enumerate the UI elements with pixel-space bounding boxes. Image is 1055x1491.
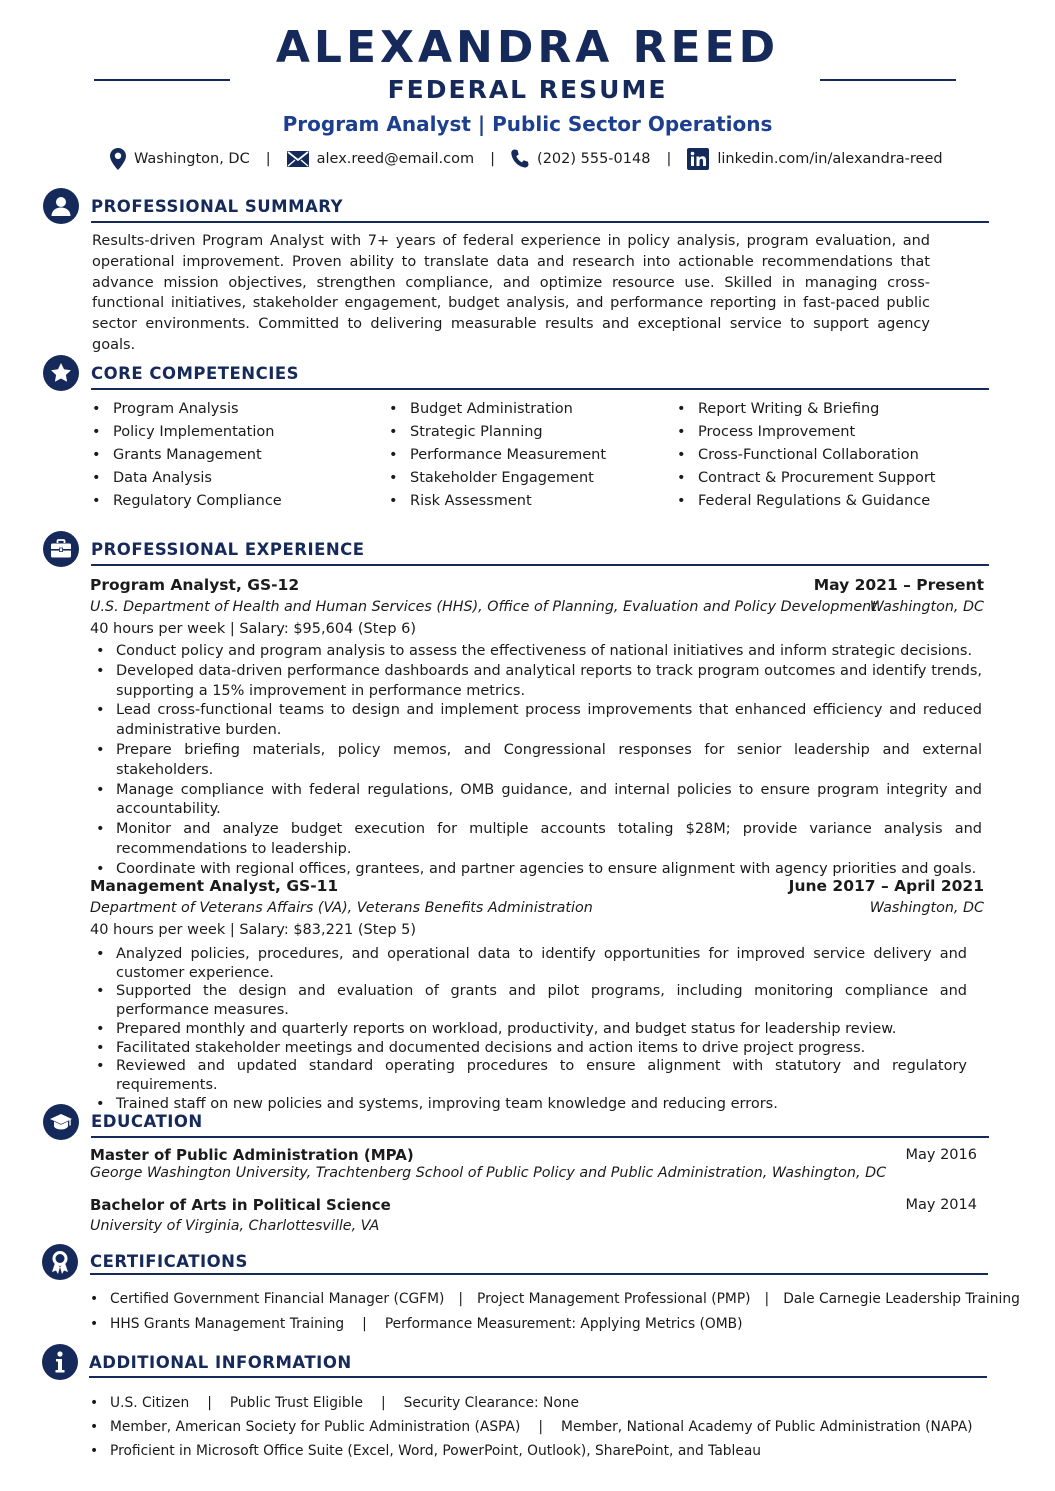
star-icon	[43, 355, 79, 391]
certification-item: Certified Government Financial Manager (CGFM)	[110, 1291, 445, 1307]
list-item: • Process Improvement	[677, 421, 935, 444]
contact-bar	[110, 146, 943, 172]
item-separator: |	[538, 1419, 544, 1435]
list-item: • Report Writing & Briefing	[677, 398, 935, 421]
job-meta: 40 hours per week | Salary: $95,604 (Step 6)	[90, 621, 417, 637]
location-text: Washington, DC	[134, 151, 250, 167]
section-title-experience: PROFESSIONAL EXPERIENCE	[91, 540, 365, 559]
additional-info-row	[90, 1419, 973, 1435]
additional-info-row	[90, 1443, 761, 1459]
list-item: • Trained staff on new policies and systems, improving team knowledge and reducing errors.	[90, 1095, 967, 1114]
bullet-dot: •	[90, 1316, 99, 1332]
contact-separator: |	[490, 151, 496, 167]
certifications-row	[90, 1316, 743, 1332]
job-meta: 40 hours per week | Salary: $83,221 (Step 5)	[90, 922, 417, 938]
linkedin-icon	[687, 148, 709, 170]
section-rule	[89, 1376, 987, 1378]
certifications-row	[90, 1291, 1020, 1307]
list-item: • Coordinate with regional offices, grantees, and partner agencies to ensure alignment with agency priorities and goals.	[90, 860, 982, 880]
contact-separator: |	[265, 151, 271, 167]
info-item: Member, American Society for Public Administration (ASPA)	[110, 1419, 521, 1435]
job-location: Washington, DC	[869, 599, 984, 615]
list-item: • Policy Implementation	[92, 421, 282, 444]
list-item: • Strategic Planning	[389, 421, 606, 444]
item-separator: |	[362, 1316, 367, 1332]
envelope-icon	[287, 151, 309, 167]
job-organization: Department of Veterans Affairs (VA), Veterans Benefits Administration	[90, 900, 593, 916]
job-bullets	[90, 642, 982, 880]
list-item: • Monitor and analyze budget execution for multiple accounts totaling $28M; provide variance analysis and recommendations to leadership.	[90, 820, 982, 860]
graduation-cap-icon	[43, 1104, 79, 1140]
email-text: alex.reed@email.com	[316, 151, 475, 167]
section-rule	[91, 388, 989, 390]
info-item: Public Trust Eligible	[229, 1395, 363, 1411]
section-rule	[91, 564, 989, 566]
job-title: Management Analyst, GS-11	[90, 877, 339, 895]
list-item: • Stakeholder Engagement	[389, 467, 606, 490]
section-title-certifications: CERTIFICATIONS	[90, 1252, 248, 1271]
summary-text: Results-driven Program Analyst with 7+ years of federal experience in policy analysis, program evaluation, and operational improvement. Proven ability to translate data and research into actionable recommendations that advance mission objectives, strengthen compliance, and optimize resource use. Skilled in managing cross-functional initiatives, stakeholder engagement, budget analysis, and performance reporting in fast-paced public sector environments. Committed to delivering measurable results and exceptional service to support agency goals.	[92, 233, 930, 353]
phone-icon	[511, 149, 529, 169]
certification-item: HHS Grants Management Training	[110, 1316, 345, 1332]
bullet-dot: •	[90, 1291, 99, 1307]
list-item: • Federal Regulations & Guidance	[677, 490, 935, 513]
section-title-additional: ADDITIONAL INFORMATION	[89, 1353, 352, 1372]
info-item: Security Clearance: None	[403, 1395, 580, 1411]
competency-column-3	[677, 398, 935, 513]
job-organization: U.S. Department of Health and Human Services (HHS), Office of Planning, Evaluation and Policy Development	[90, 599, 877, 615]
award-ribbon-icon	[42, 1244, 78, 1280]
user-icon	[43, 188, 79, 224]
job-location: Washington, DC	[869, 900, 984, 916]
list-item: • Prepared monthly and quarterly reports on workload, productivity, and budget status for leadership review.	[90, 1020, 967, 1039]
contact-separator: |	[666, 151, 672, 167]
additional-info-row	[90, 1395, 579, 1411]
list-item: • Prepare briefing materials, policy memos, and Congressional responses for senior leadership and external stakeholders.	[90, 741, 982, 781]
list-item: • Program Analysis	[92, 398, 282, 421]
section-rule	[91, 221, 989, 223]
contact-phone[interactable]	[511, 149, 650, 169]
item-separator: |	[207, 1395, 212, 1411]
list-item: • Manage compliance with federal regulations, OMB guidance, and internal policies to ensure program integrity and accountability.	[90, 781, 982, 821]
job-dates: June 2017 – April 2021	[788, 877, 984, 895]
competency-column-1	[92, 398, 282, 513]
section-title-competencies: CORE COMPETENCIES	[91, 364, 300, 383]
certification-item: Project Management Professional (PMP)	[477, 1291, 751, 1307]
list-item: • Cross-Functional Collaboration	[677, 444, 935, 467]
list-item: • Reviewed and updated standard operating procedures to ensure alignment with statutory and regulatory requirements.	[90, 1057, 967, 1094]
list-item: • Performance Measurement	[389, 444, 606, 467]
resume-subtitle: FEDERAL RESUME	[387, 75, 668, 104]
item-separator: |	[380, 1395, 386, 1411]
list-item: • Supported the design and evaluation of grants and pilot programs, including monitoring compliance and performance measures.	[90, 982, 967, 1019]
school-name: George Washington University, Trachtenberg School of Public Policy and Public Administration, Washington, DC	[90, 1165, 887, 1181]
list-item: • Conduct policy and program analysis to assess the effectiveness of national initiatives and inform strategic decisions.	[90, 642, 982, 662]
list-item: • Data Analysis	[92, 467, 282, 490]
candidate-name: ALEXANDRA REED	[275, 22, 780, 73]
degree-title: Master of Public Administration (MPA)	[90, 1146, 414, 1164]
info-item: Proficient in Microsoft Office Suite (Excel, Word, PowerPoint, Outlook), SharePoint, and Tableau	[110, 1443, 762, 1459]
degree-title: Bachelor of Arts in Political Science	[90, 1196, 391, 1214]
section-title-education: EDUCATION	[91, 1112, 203, 1131]
school-name: University of Virginia, Charlottesville, VA	[90, 1218, 380, 1234]
job-title: Program Analyst, GS-12	[90, 576, 300, 594]
item-separator: |	[764, 1291, 770, 1307]
contact-email[interactable]	[287, 151, 475, 167]
target-role: Program Analyst | Public Sector Operations	[282, 112, 773, 136]
bullet-dot: •	[90, 1395, 99, 1411]
bullet-dot: •	[90, 1443, 99, 1459]
degree-date: May 2016	[905, 1147, 977, 1163]
list-item: • Lead cross-functional teams to design and implement process improvements that enhanced efficiency and reduced administrative burden.	[90, 701, 982, 741]
list-item: • Grants Management	[92, 444, 282, 467]
list-item: • Regulatory Compliance	[92, 490, 282, 513]
section-rule	[90, 1273, 988, 1275]
certification-item: Dale Carnegie Leadership Training	[783, 1291, 1020, 1307]
bullet-dot: •	[90, 1419, 99, 1435]
contact-linkedin[interactable]	[687, 148, 942, 170]
location-pin-icon	[110, 148, 126, 170]
job-bullets	[90, 945, 967, 1113]
linkedin-text: linkedin.com/in/alexandra-reed	[717, 151, 943, 167]
list-item: • Facilitated stakeholder meetings and documented decisions and action items to drive project progress.	[90, 1039, 967, 1058]
section-rule	[91, 1136, 989, 1138]
certification-item: Performance Measurement: Applying Metrics (OMB)	[384, 1316, 743, 1332]
list-item: • Contract & Procurement Support	[677, 467, 935, 490]
info-item: U.S. Citizen	[110, 1395, 190, 1411]
list-item: • Risk Assessment	[389, 490, 606, 513]
degree-date: May 2014	[905, 1197, 977, 1213]
info-icon	[42, 1344, 78, 1380]
list-item: • Developed data-driven performance dashboards and analytical reports to track program outcomes and identify trends, supporting a 15% improvement in performance metrics.	[90, 662, 982, 702]
item-separator: |	[458, 1291, 464, 1307]
briefcase-icon	[43, 531, 79, 567]
list-item: • Budget Administration	[389, 398, 606, 421]
phone-text: (202) 555-0148	[537, 151, 651, 167]
job-dates: May 2021 – Present	[813, 576, 984, 594]
contact-location	[110, 148, 250, 170]
info-item: Member, National Academy of Public Administration (NAPA)	[561, 1419, 973, 1435]
competency-column-2	[389, 398, 606, 513]
list-item: • Analyzed policies, procedures, and operational data to identify opportunities for improved service delivery and customer experience.	[90, 945, 967, 982]
section-title-summary: PROFESSIONAL SUMMARY	[91, 197, 344, 216]
